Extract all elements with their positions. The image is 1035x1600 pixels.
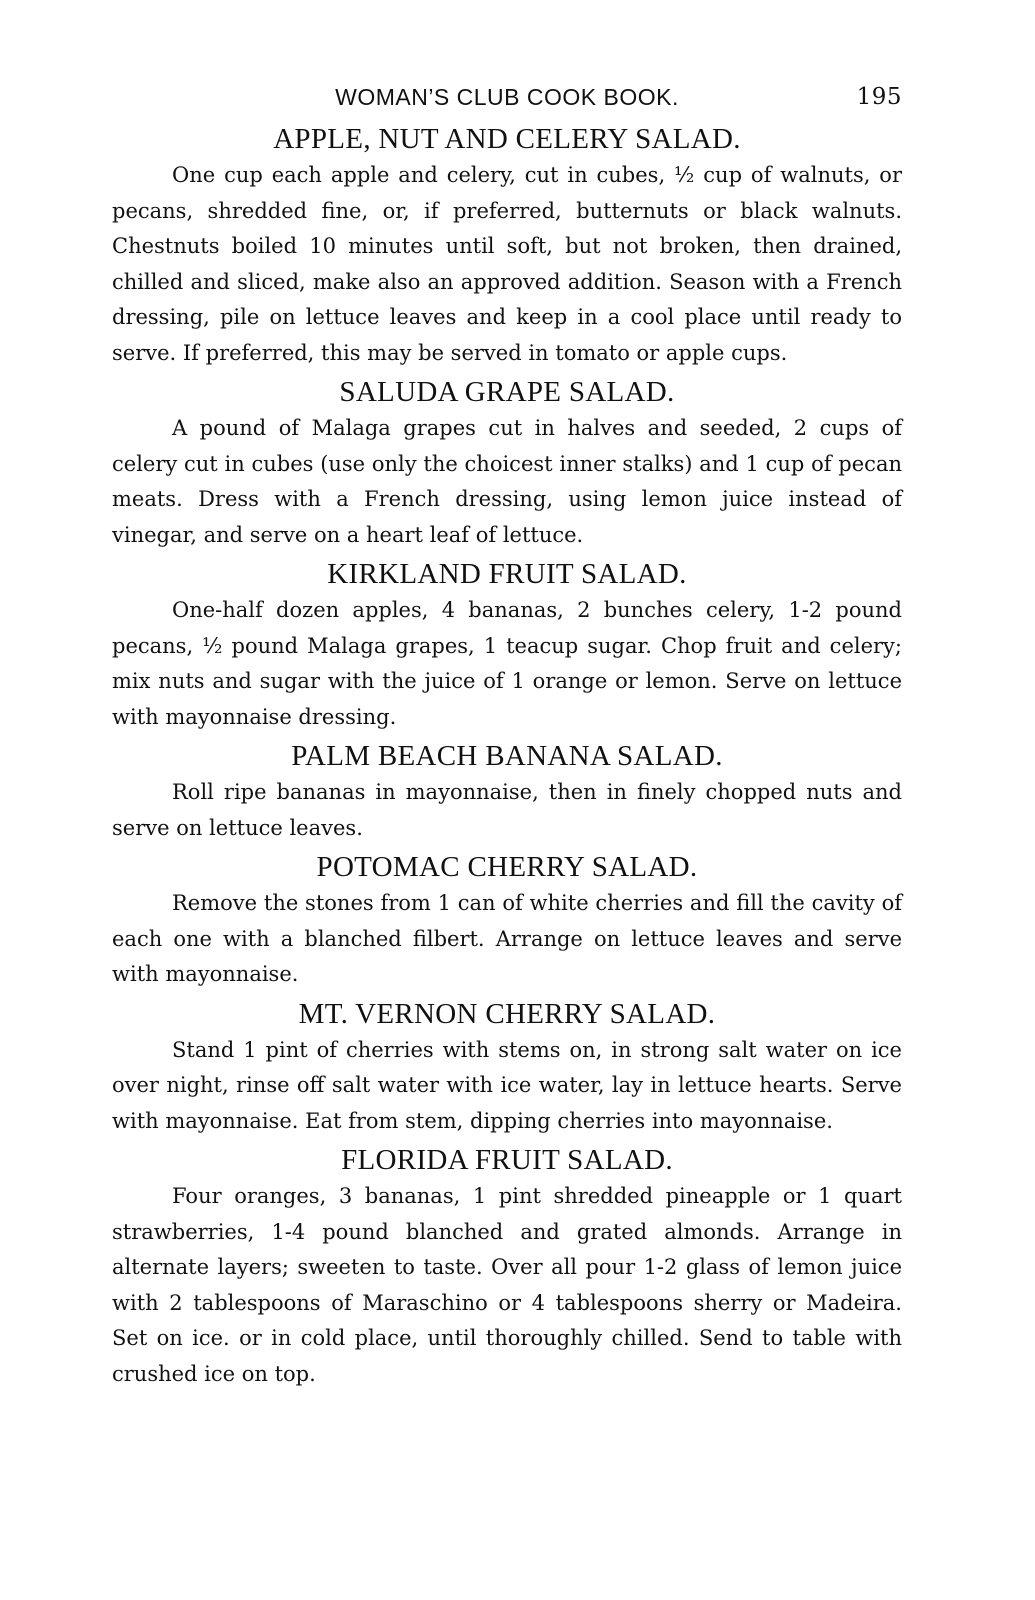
recipe-mt-vernon-cherry-salad [112, 995, 902, 1140]
recipe-body: One-half dozen apples, 4 bananas, 2 bunches celery, 1-2 pound pecans, ½ pound Malaga grapes, 1 teacup sugar. Chop fruit and celery; mix nuts and sugar with the juice of 1 orange or lemon. Serve on lettuce with mayonnaise dressing. [112, 598, 902, 729]
recipe-body: Roll ripe bananas in mayonnaise, then in finely chopped nuts and serve on lettuce leaves. [112, 780, 902, 840]
recipe-body: One cup each apple and celery, cut in cubes, ½ cup of walnuts, or pecans, shredded fine, or, if preferred, butternuts or black walnuts. Chestnuts boiled 10 minutes until soft, but not broken, then drained, chilled and sliced, make also an approved addition. Season with a French dressing, pile on lettuce leaves and keep in a cool place until ready to serve. If preferred, this may be served in tomato or apple cups. [112, 163, 902, 365]
recipe-body: A pound of Malaga grapes cut in halves and seeded, 2 cups of celery cut in cubes (use only the choicest inner stalks) and 1 cup of pecan meats. Dress with a French dressing, using lemon juice instead of vinegar, and serve on a heart leaf of lettuce. [112, 416, 902, 547]
recipe-kirkland-fruit-salad [112, 555, 902, 735]
recipe-body: Four oranges, 3 bananas, 1 pint shredded pineapple or 1 quart strawberries, 1-4 pound blanched and grated almonds. Arrange in alternate layers; sweeten to taste. Over all pour 1-2 glass of lemon juice with 2 tablespoons of Maraschino or 4 tablespoons sherry or Madeira. Set on ice. or in cold place, until thoroughly chilled. Send to table with crushed ice on top. [112, 1184, 902, 1386]
recipe-title: KIRKLAND FRUIT SALAD. [327, 558, 687, 590]
running-head-title: WOMAN’S CLUB COOK BOOK. [335, 84, 679, 110]
recipe-title: MT. VERNON CHERRY SALAD. [298, 997, 716, 1030]
recipe-title: POTOMAC CHERRY SALAD. [316, 851, 698, 883]
recipe-title: APPLE, NUT AND CELERY SALAD. [273, 123, 741, 155]
recipe-potomac-cherry-salad [112, 848, 902, 993]
recipe-body: Remove the stones from 1 can of white cherries and fill the cavity of each one with a blanched filbert. Arrange on lettuce leaves and serve with mayonnaise. [112, 891, 902, 986]
recipe-title: SALUDA GRAPE SALAD. [339, 376, 675, 408]
book-page [112, 78, 902, 1392]
page-number: 195 [856, 84, 902, 110]
recipe-florida-fruit-salad [112, 1141, 902, 1392]
recipe-body: Stand 1 pint of cherries with stems on, in strong salt water on ice over night, rinse off salt water with ice water, lay in lettuce hearts. Serve with mayonnaise. Eat from stem, dipping cherries into mayonnaise. [112, 1037, 902, 1133]
recipe-palm-beach-banana-salad [112, 737, 902, 846]
recipe-apple-nut-celery-salad [112, 120, 902, 371]
recipe-title: FLORIDA FRUIT SALAD. [341, 1144, 673, 1176]
recipe-title: PALM BEACH BANANA SALAD. [291, 740, 723, 772]
recipe-saluda-grape-salad [112, 373, 902, 553]
running-head [112, 78, 902, 120]
